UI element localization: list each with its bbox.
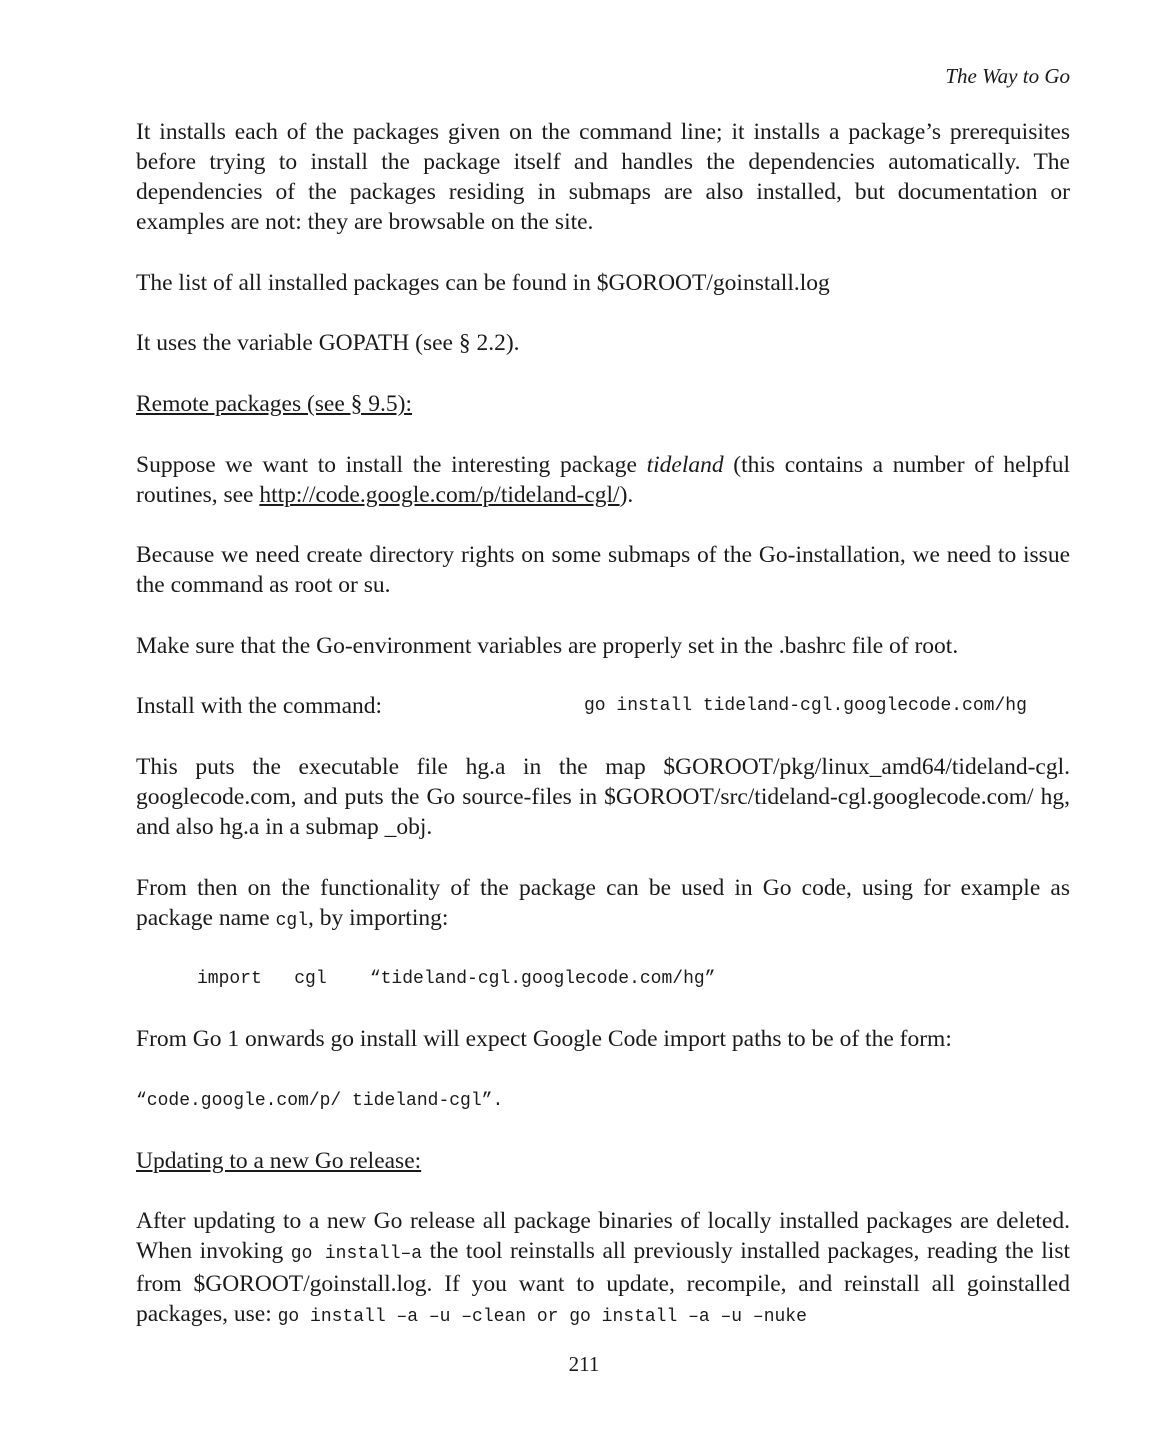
- running-title: The Way to Go: [945, 64, 1070, 88]
- text-span: (this contains a number of helpful routines, see: [136, 452, 1070, 508]
- install-command-line: [136, 691, 1070, 721]
- text-span: From then on the functionality of the package can be used in Go code, using for example as package name: [136, 875, 1070, 931]
- package-name-emphasis: tideland: [646, 452, 724, 478]
- import-code: import cgl “tideland-cgl.googlecode.com/hg”: [197, 969, 716, 989]
- paragraph-installs: It installs each of the packages given on the command line; it installs a package’s prerequisites before trying to install the package itself and handles the dependencies automatically. The dependencies of the packages residing in submaps are also installed, but documentation or examples are not: they are browsable on the site.: [136, 119, 1070, 235]
- heading-remote-packages: Remote packages (see § 9.5):: [136, 391, 413, 417]
- google-code-path: “code.google.com/p/ tideland-cgl”.: [136, 1091, 504, 1111]
- heading-updating: Updating to a new Go release:: [136, 1148, 422, 1174]
- paragraph-install-log: The list of all installed packages can be found in $GOROOT/goinstall.log: [136, 270, 830, 296]
- text-span: After updating to a new Go release all package binaries of locally installed packages are deleted. When invoking: [136, 1208, 1070, 1264]
- paragraph-root-rights: Because we need create directory rights on some submaps of the Go-installation, we need to issue the command as root or su.: [136, 542, 1070, 598]
- paragraph-executable: This puts the executable file hg.a in the map $GOROOT/pkg/linux_amd64/tideland-cgl. googlecode.com, and puts the Go source-files in $GOROOT/src/tideland-cgl.googlecode.com/ hg, and also hg.a in a submap _obj.: [136, 754, 1070, 840]
- paragraph-go1-paths: From Go 1 onwards go install will expect Google Code import paths to be of the form:: [136, 1026, 952, 1052]
- text-span: the tool reinstalls all previously installed packages, reading the list from $GOROOT/goinstall.log. If you want to update, recompile, and reinstall all goinstalled packages, use:: [136, 1238, 1071, 1327]
- paragraph-bashrc: Make sure that the Go-environment variables are properly set in the .bashrc file of root.: [136, 633, 959, 659]
- paragraph-tideland: [136, 450, 1070, 510]
- text-span: , by importing:: [308, 905, 449, 931]
- inline-code-clean-nuke: go install –a –u –clean or go install –a –u –nuke: [277, 1307, 807, 1327]
- text-span: Suppose we want to install the interesting package: [136, 452, 647, 478]
- paragraph-import-usage: [136, 873, 1070, 936]
- inline-code-install-a: go install–a: [290, 1244, 423, 1264]
- paragraph-gopath: It uses the variable GOPATH (see § 2.2).: [136, 330, 520, 356]
- install-label: Install with the command:: [136, 693, 383, 719]
- page-number: 211: [568, 1352, 600, 1376]
- text-span: ).: [619, 482, 634, 508]
- paragraph-updating: [136, 1206, 1070, 1332]
- tideland-link[interactable]: http://code.google.com/p/tideland-cgl/: [259, 482, 620, 508]
- install-command: go install tideland-cgl.googlecode.com/hg: [584, 696, 1027, 716]
- inline-code-cgl: cgl: [275, 911, 309, 931]
